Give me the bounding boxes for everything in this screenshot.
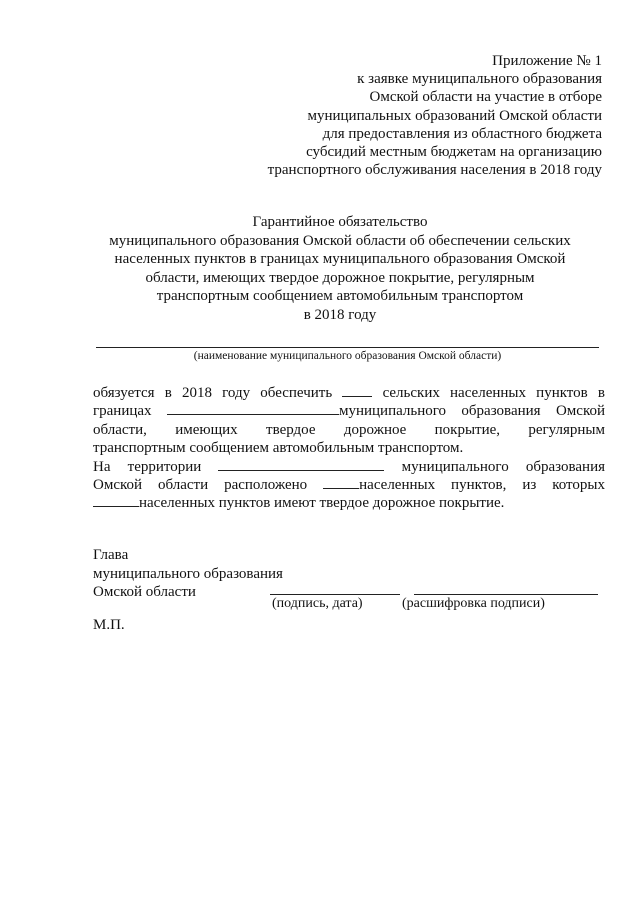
appendix-line: субсидий местным бюджетам на организацию [306, 144, 602, 161]
appendix-line: Омской области на участие в отборе [369, 89, 602, 106]
municipality-caption: (наименование муниципального образования Омской области) [193, 350, 502, 362]
paved-count-field[interactable] [93, 494, 139, 507]
body-text: муниципального образования [401, 458, 605, 475]
body-text: муниципального образования Омской [338, 403, 605, 420]
obligation-body [93, 384, 605, 513]
signature-label: Глава [93, 547, 129, 563]
body-text: обязуется в 2018 году обеспечить [93, 385, 333, 401]
signature-caption: (подпись, дата) [272, 596, 363, 611]
appendix-line: Приложение № 1 [492, 53, 602, 69]
document-title [60, 213, 620, 324]
decode-caption: (расшифровка подписи) [402, 596, 545, 611]
title-line: области, имеющих твердое дорожное покрытие, регулярным [145, 269, 535, 286]
boundaries-field[interactable] [167, 402, 339, 415]
appendix-line: для предоставления из областного бюджета [322, 125, 602, 142]
body-line [93, 384, 605, 402]
title-line: муниципального образования Омской области об обеспечении сельских [109, 232, 571, 249]
territory-field[interactable] [218, 458, 384, 471]
body-text: границах [93, 403, 152, 420]
signature-label: муниципального образования [93, 565, 283, 582]
title-line: транспортным сообщением автомобильным транспортом [156, 288, 524, 304]
appendix-line: транспортного обслуживания населения в 2018 году [267, 162, 602, 179]
title-line: в 2018 году [303, 306, 377, 323]
located-count-field[interactable] [323, 476, 359, 489]
title-line: Гарантийное обязательство [252, 214, 428, 230]
signature-label: Омской области [93, 584, 196, 600]
appendix-header [268, 52, 602, 179]
body-text: На территории [93, 458, 202, 475]
appendix-line: к заявке муниципального образования [357, 71, 602, 88]
stamp-label: М.П. [93, 617, 125, 633]
body-text: населенных пунктов имеют твердое дорожное покрытие. [139, 495, 505, 512]
body-text: сельских населенных пунктов в [382, 385, 606, 401]
body-line: области, имеющих твердое дорожное покрытие, регулярным [93, 421, 605, 438]
body-line: транспортным сообщением автомобильным транспортом. [93, 440, 464, 457]
settlements-count-field[interactable] [342, 384, 372, 397]
signature-block [93, 546, 283, 602]
municipality-name-field[interactable] [96, 347, 599, 348]
body-text: населенных пунктов, из которых [359, 477, 605, 494]
body-line [93, 476, 605, 494]
body-line [93, 402, 605, 420]
signature-field[interactable] [270, 594, 400, 595]
body-text: Омской области расположено [93, 477, 308, 494]
title-line: населенных пунктов в границах муниципального образования Омской [114, 251, 566, 267]
body-line [93, 458, 605, 476]
signature-decode-field[interactable] [414, 594, 598, 595]
appendix-line: муниципальных образований Омской области [307, 107, 602, 124]
body-line [93, 494, 605, 512]
